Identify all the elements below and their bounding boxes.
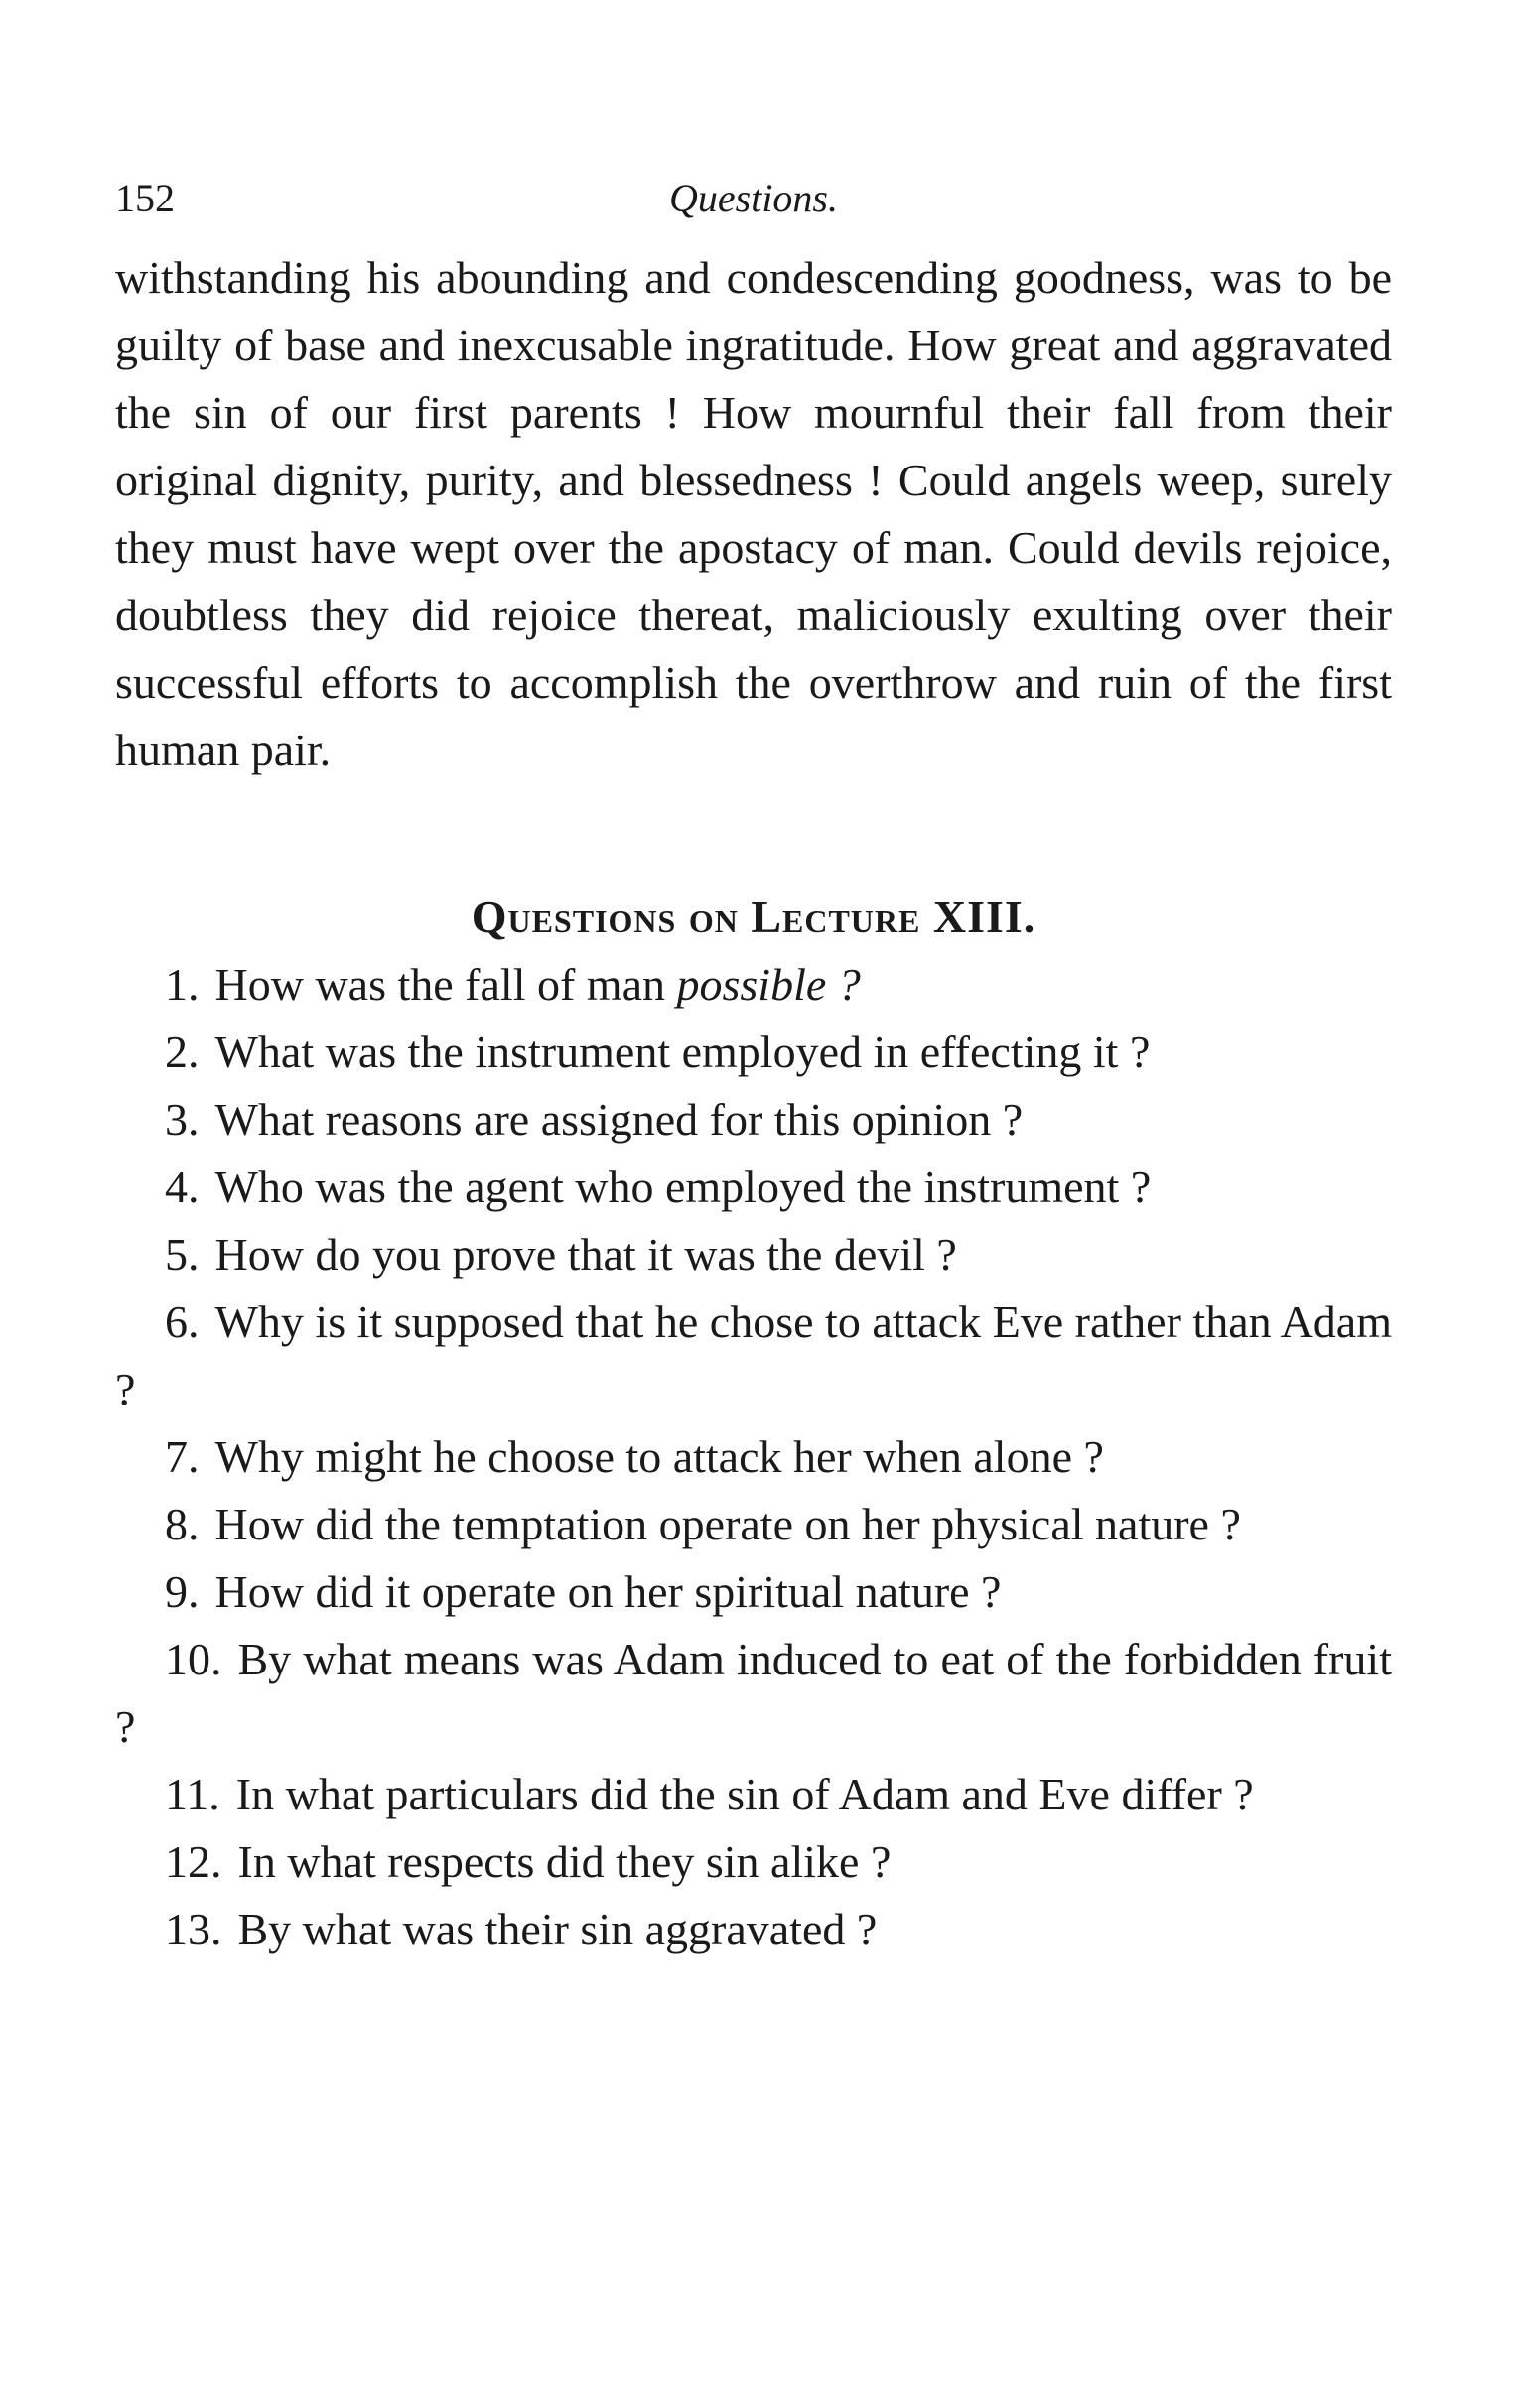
body-paragraph: withstanding his abounding and condescending goodness, was to be guilty of base and inexcusable ingratitude. How great and aggravated the sin of our first parents ! How mournful their fall from their original dignity, purity, and blessedness ! Could angels weep, surely they must have wept over the apostacy of man. Could devils rejoice, doubtless they did rejoice thereat, maliciously exulting over their successful efforts to accomplish the overthrow and ruin of the first human pair.	[115, 252, 1392, 775]
question-number: 7.	[165, 1431, 200, 1482]
question-number: 3.	[165, 1094, 200, 1144]
question-text: How do you prove that it was the devil ?	[214, 1229, 957, 1279]
question-number: 1.	[165, 959, 200, 1009]
question-text: How was the fall of man	[214, 959, 677, 1009]
section-heading: Questions on Lecture XIII.	[471, 891, 1036, 942]
question-number: 10.	[165, 1634, 222, 1684]
question-item	[115, 1018, 1392, 1086]
questions-list	[115, 951, 1392, 1963]
question-text: Who was the agent who employed the instrument ?	[214, 1161, 1152, 1212]
question-text: By what was their sin aggravated ?	[237, 1904, 878, 1954]
question-item	[115, 1761, 1392, 1828]
running-head: Questions.	[669, 176, 838, 220]
question-item	[115, 1423, 1392, 1491]
question-number: 8.	[165, 1499, 200, 1549]
question-number: 2.	[165, 1026, 200, 1077]
question-number: 13.	[165, 1904, 222, 1954]
question-item	[115, 1153, 1392, 1221]
page-header	[115, 175, 1392, 244]
question-number: 12.	[165, 1836, 222, 1887]
question-text: What was the instrument employed in effecting it ?	[214, 1026, 1151, 1077]
question-number: 5.	[165, 1229, 200, 1279]
question-text: In what particulars did the sin of Adam and Eve differ ?	[235, 1769, 1254, 1819]
question-item	[115, 951, 1392, 1018]
question-number: 4.	[165, 1161, 200, 1212]
page-number: 152	[115, 176, 175, 220]
question-item	[115, 1828, 1392, 1896]
question-text: What reasons are assigned for this opinion ?	[214, 1094, 1024, 1144]
question-item	[115, 1288, 1392, 1423]
question-text: Why is it supposed that he chose to attack Eve rather than Adam ?	[115, 1296, 1392, 1414]
question-text: How did it operate on her spiritual nature ?	[214, 1566, 1002, 1617]
question-item	[115, 1086, 1392, 1153]
question-number: 9.	[165, 1566, 200, 1617]
question-item	[115, 1221, 1392, 1288]
question-item	[115, 1558, 1392, 1626]
question-text: By what means was Adam induced to eat of the forbidden fruit ?	[115, 1634, 1392, 1752]
book-page	[115, 175, 1392, 1963]
question-text: In what respects did they sin alike ?	[237, 1836, 892, 1887]
question-text: How did the temptation operate on her physical nature ?	[214, 1499, 1241, 1549]
question-item	[115, 1626, 1392, 1761]
question-number: 6.	[165, 1296, 200, 1347]
question-number: 11.	[165, 1769, 220, 1819]
question-emphasis: possible ?	[676, 959, 861, 1009]
question-item	[115, 1896, 1392, 1963]
question-item	[115, 1491, 1392, 1558]
question-text: Why might he choose to attack her when alone ?	[214, 1431, 1104, 1482]
